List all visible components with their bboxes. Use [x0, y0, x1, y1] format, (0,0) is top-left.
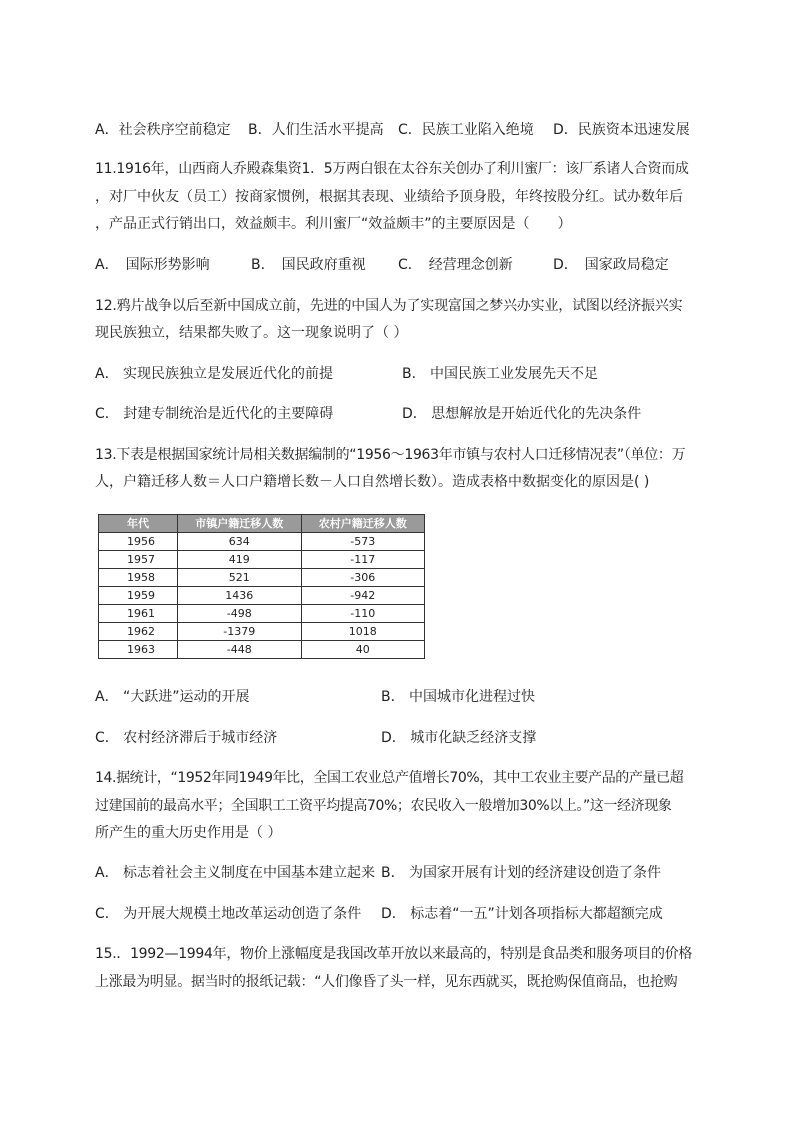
table-row	[99, 569, 425, 587]
q13-stem-line-2: 人，户籍迁移人数＝人口户籍增长数－人口自然增长数）。造成表格中数据变化的原因是( )	[95, 474, 650, 490]
table-header: 市镇户籍迁移人数	[178, 515, 301, 533]
table-cell: -117	[301, 551, 424, 569]
table-cell: 1956	[99, 533, 178, 551]
q11-stem-line-3: ，产品正式行销出口，效益颇丰。利川蜜厂“效益颇丰”的主要原因是（ ）	[95, 216, 572, 232]
table-row	[99, 551, 425, 569]
table-cell: 1963	[99, 641, 178, 659]
table-cell: 1018	[301, 623, 424, 641]
table-row	[99, 605, 425, 623]
q10-option-c: C．民族工业陷入绝境	[398, 122, 534, 138]
table-row	[99, 623, 425, 641]
q12-option-d: D． 思想解放是开始近代化的先决条件	[402, 406, 642, 422]
q12-option-c: C． 封建专制统治是近代化的主要障碍	[95, 406, 334, 422]
q12-option-b: B． 中国民族工业发展先天不足	[402, 366, 599, 382]
q11-option-b: B． 国民政府重视	[251, 257, 366, 273]
q11-option-d: D． 国家政局稳定	[553, 257, 669, 273]
q10-option-d: D．民族资本迅速发展	[553, 122, 690, 138]
q12-option-a: A． 实现民族独立是发展近代化的前提	[95, 366, 334, 382]
table-cell: -448	[178, 641, 301, 659]
q14-stem-line-2: 过建国前的最高水平；全国职工工资平均提高70%；农民收入一般增加30%以上。”这一经济现象	[95, 798, 672, 814]
table-cell: -1379	[178, 623, 301, 641]
table-cell: 521	[178, 569, 301, 587]
table-cell: -110	[301, 605, 424, 623]
table-cell: -942	[301, 587, 424, 605]
table-header: 农村户籍迁移人数	[301, 515, 424, 533]
q13-option-c: C． 农村经济滞后于城市经济	[95, 730, 278, 746]
q14-option-a: A． 标志着社会主义制度在中国基本建立起来	[95, 865, 376, 881]
q15-stem-line-2: 上涨最为明显。据当时的报纸记载：“人们像昏了头一样，见东西就买，既抢购保值商品，也抢购	[95, 974, 678, 990]
q14-stem-line-1: 14.据统计，“1952年同1949年比，全国工农业总产值增长70%，其中工农业主要产品的产量已超	[95, 770, 684, 786]
table-row	[99, 587, 425, 605]
q13-stem-line-1: 13.下表是根据国家统计局相关数据编制的“1956～1963年市镇与农村人口迁移情况表”（单位：万	[95, 447, 686, 463]
q10-option-b: B．人们生活水平提高	[248, 122, 384, 138]
table-header: 年代	[99, 515, 178, 533]
table-cell: 40	[301, 641, 424, 659]
q14-option-d: D． 标志着“一五”计划各项指标大都超额完成	[381, 906, 663, 922]
q10-option-a: A．社会秩序空前稳定	[95, 122, 231, 138]
table-cell: 1961	[99, 605, 178, 623]
table-cell: 419	[178, 551, 301, 569]
q12-stem-line-1: 12.鸦片战争以后至新中国成立前，先进的中国人为了实现富国之梦兴办实业，试图以经济振兴实	[95, 298, 683, 314]
table-cell: 1957	[99, 551, 178, 569]
q11-option-a: A． 国际形势影响	[95, 257, 210, 273]
table-row	[99, 533, 425, 551]
table-cell: -498	[178, 605, 301, 623]
table-cell: -573	[301, 533, 424, 551]
table-header-row	[99, 515, 425, 533]
q11-stem-line-2: ，对厂中伙友（员工）按商家惯例，根据其表现、业绩给予顶身股，年终按股分红。试办数年后	[95, 189, 683, 205]
q14-stem-line-3: 所产生的重大历史作用是（ ）	[95, 825, 282, 841]
q13-option-a: A． “大跃进”运动的开展	[95, 689, 250, 705]
q14-option-b: B． 为国家开展有计划的经济建设创造了条件	[381, 865, 662, 881]
q11-option-c: C． 经营理念创新	[398, 257, 513, 273]
q11-stem-line-1: 11.1916年，山西商人乔殿森集资1．5万两白银在太谷东关创办了利川蜜厂：该厂系诸人合资而成	[95, 161, 689, 177]
migration-table	[98, 514, 425, 659]
table-cell: 1436	[178, 587, 301, 605]
table-row	[99, 641, 425, 659]
q15-stem-line-1: 15.．1992—1994年，物价上涨幅度是我国改革开放以来最高的，特别是食品类和服务项目的价格	[95, 946, 693, 962]
q13-option-d: D． 城市化缺乏经济支撑	[381, 730, 537, 746]
table-cell: 1962	[99, 623, 178, 641]
table-cell: -306	[301, 569, 424, 587]
q12-stem-line-2: 现民族独立，结果都失败了。这一现象说明了（ ）	[95, 325, 408, 341]
q14-option-c: C． 为开展大规模土地改革运动创造了条件	[95, 906, 362, 922]
table-cell: 1958	[99, 569, 178, 587]
table-cell: 1959	[99, 587, 178, 605]
table-cell: 634	[178, 533, 301, 551]
q13-option-b: B． 中国城市化进程过快	[381, 689, 536, 705]
